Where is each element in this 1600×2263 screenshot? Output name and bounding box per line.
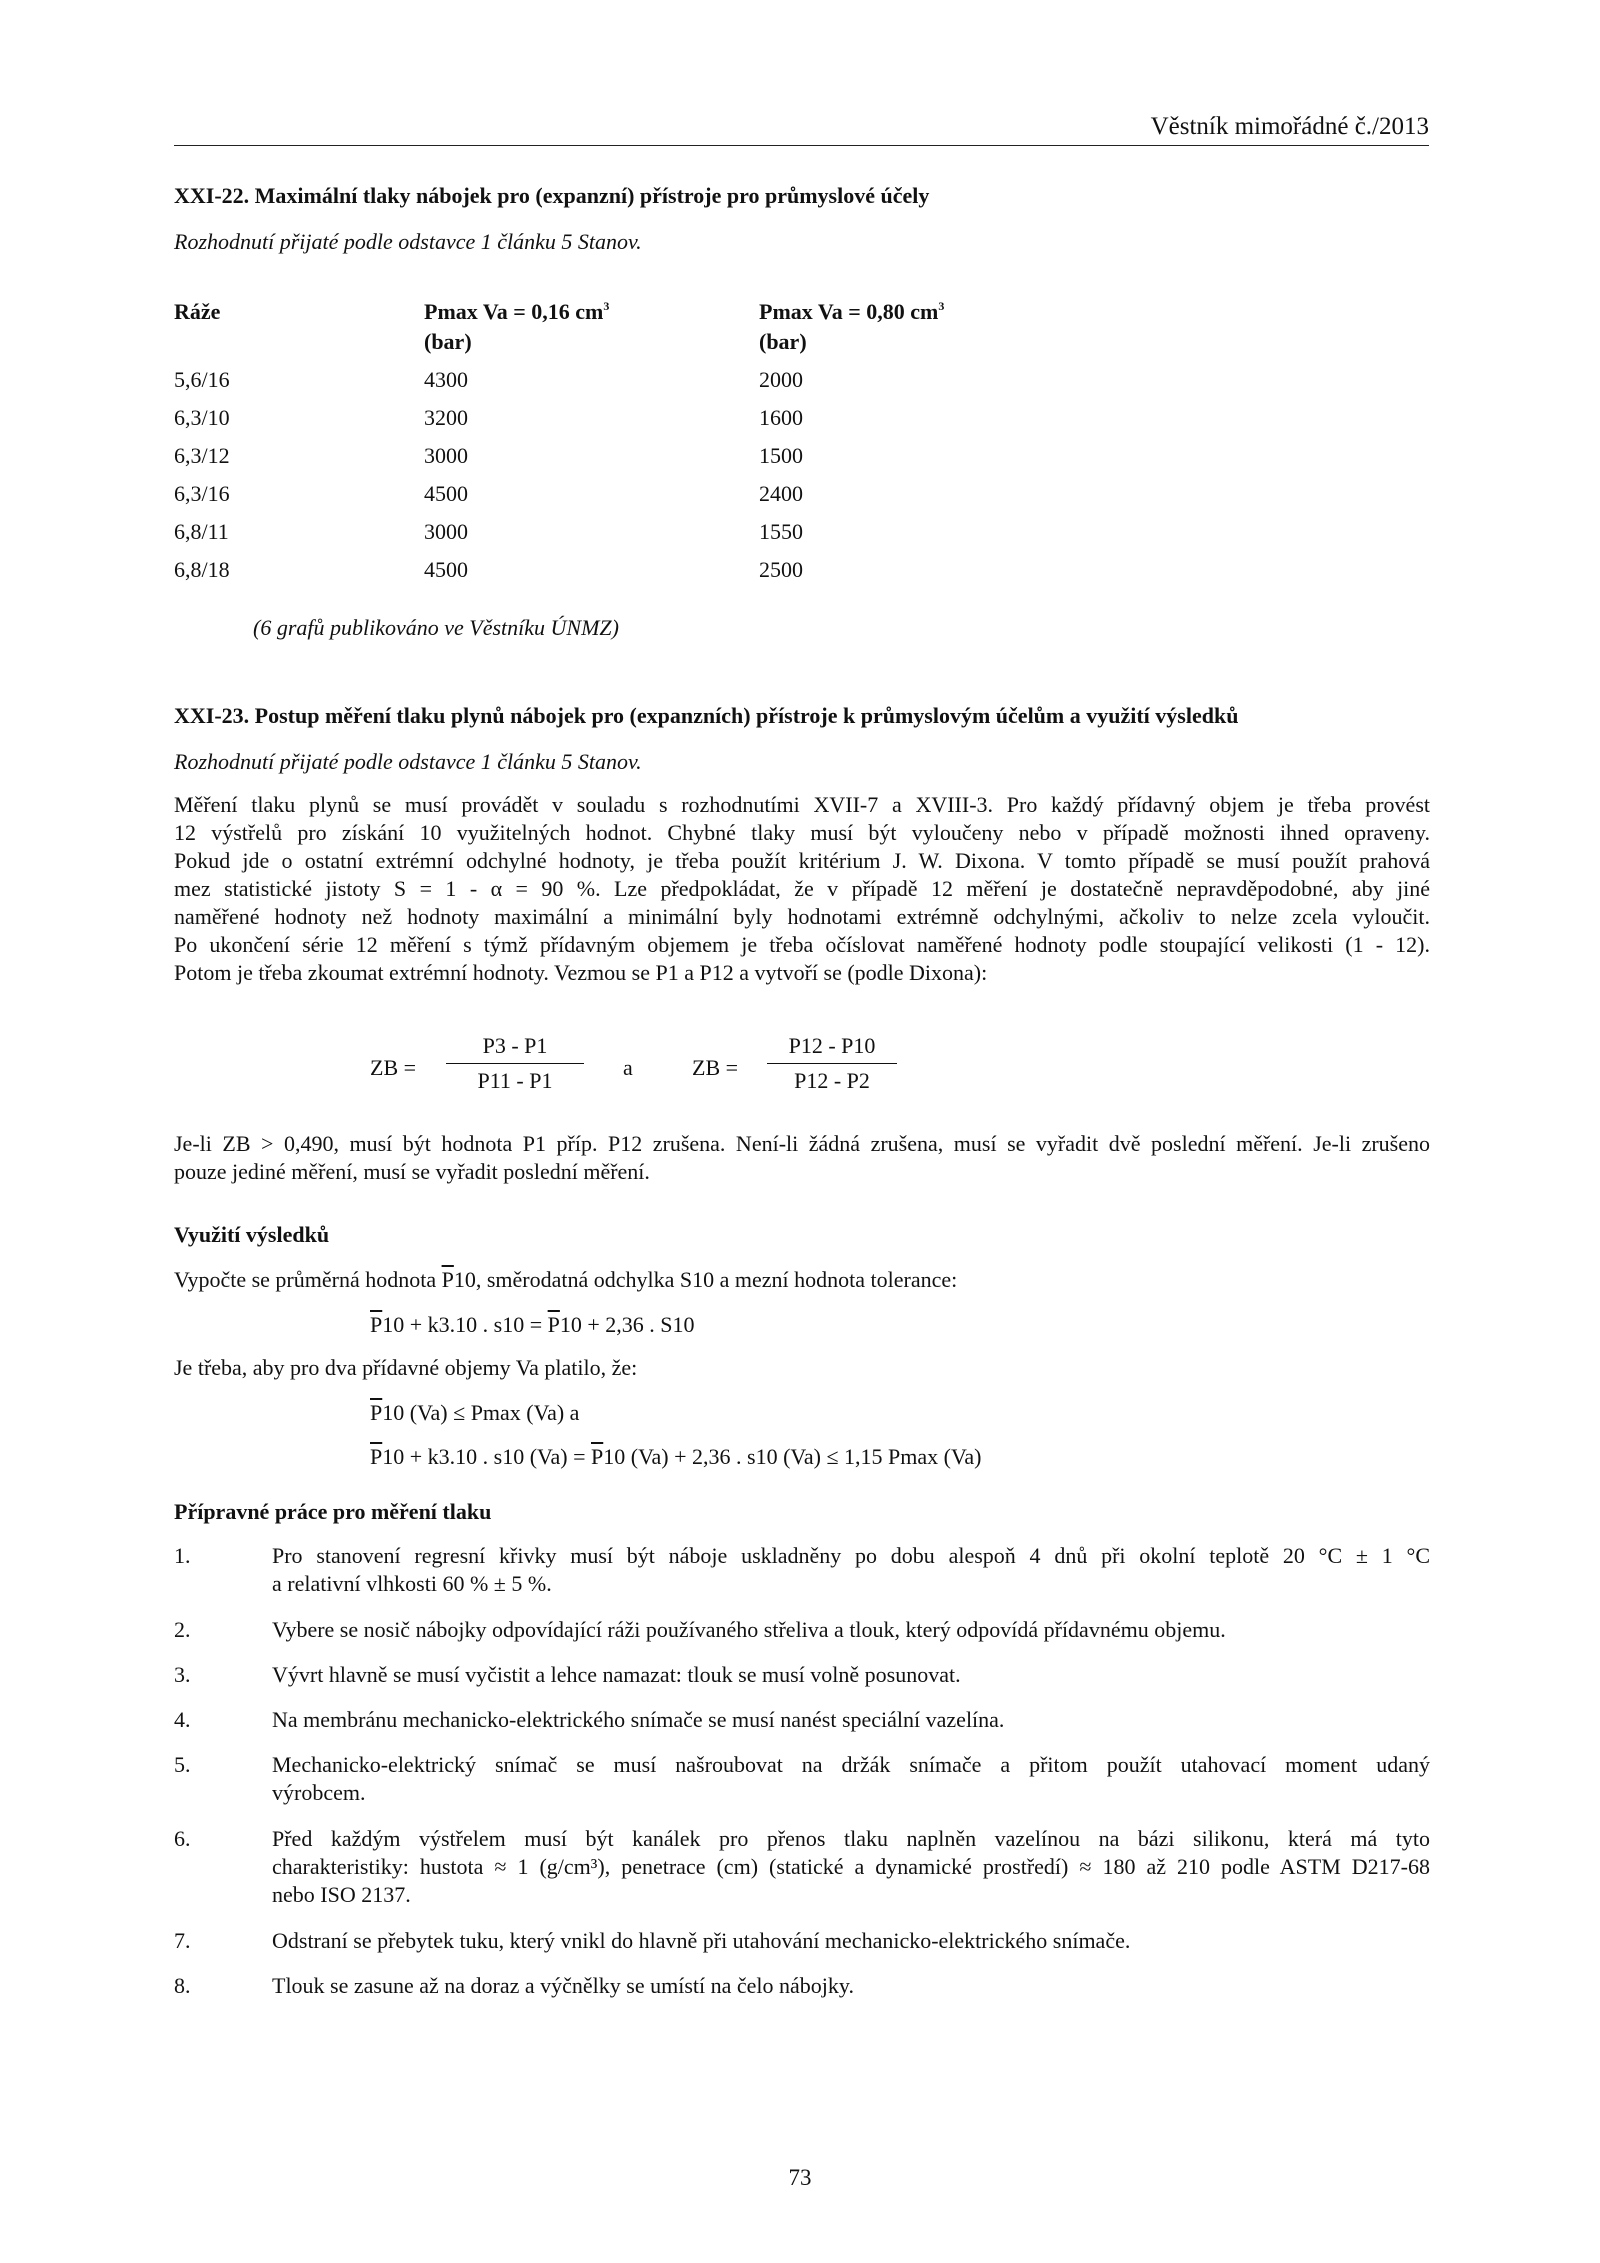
cell-pmax-080: 1600	[759, 405, 803, 430]
graphs-note: (6 grafů publikováno ve Věstníku ÚNMZ)	[253, 615, 619, 640]
list-item-number: 8.	[174, 1973, 191, 1998]
formula2-numerator: P12 - P10	[767, 1033, 897, 1064]
col-header-pmax-080-label: Pmax Va = 0,80 cm	[759, 299, 939, 324]
cell-caliber: 6,8/11	[174, 519, 229, 544]
list-item-line: a relativní vlhkosti 60 % ± 5 %.	[272, 1571, 552, 1596]
results-intro-text-rest: 10, směrodatná odchylka S10 a mezní hodnota tolerance:	[453, 1267, 958, 1292]
cell-pmax-080: 2500	[759, 557, 803, 582]
list-item	[272, 1972, 1430, 2000]
section-subtitle-xxi-23: Rozhodnutí přijaté podle odstavce 1 článku 5 Stanov.	[174, 749, 642, 774]
paragraph-line: Po ukončení série 12 měření s týmž přídavným objemem je třeba očíslovat naměřené hodnoty podle stoupající velikosti (1 - 12).	[174, 932, 1430, 957]
list-item-number: 2.	[174, 1617, 191, 1642]
list-item-number: 6.	[174, 1826, 191, 1851]
list-item-number: 5.	[174, 1752, 191, 1777]
p-bar: $\overline{P}$	[370, 1400, 383, 1425]
col-unit-bar-016: (bar)	[424, 329, 472, 354]
section-subtitle-xxi-22: Rozhodnutí přijaté podle odstavce 1 článku 5 Stanov.	[174, 229, 642, 254]
table-row	[0, 365, 1600, 397]
paragraph-line: pouze jediné měření, musí se vyřadit poslední měření.	[174, 1159, 650, 1184]
list-item	[272, 1661, 1430, 1689]
list-item-line: Mechanicko-elektrický snímač se musí našroubovat na držák snímače a přitom použít utahovací moment udaný	[272, 1752, 1430, 1777]
list-item-line: Odstraní se přebytek tuku, který vnikl do hlavně při utahování mechanicko-elektrického snímače.	[272, 1928, 1131, 1953]
cell-caliber: 6,3/10	[174, 405, 230, 430]
results-intro	[174, 1265, 957, 1295]
cell-caliber: 6,3/12	[174, 443, 230, 468]
paragraph-line: Potom je třeba zkoumat extrémní hodnoty. Vezmou se P1 a P12 a vytvoří se (podle Dixona):	[174, 960, 988, 985]
formula1-fraction	[446, 1033, 584, 1094]
list-item-line: charakteristiky: hustota ≈ 1 (g/cm³), penetrace (cm) (statické a dynamické prostředí) ≈ 180 až 210 podle ASTM D217-68	[272, 1854, 1430, 1879]
page-number: 73	[788, 2165, 812, 2190]
section-title-xxi-22: XXI-22. Maximální tlaky nábojek pro (expanzní) přístroje pro průmyslové účely	[174, 183, 930, 208]
list-item-line: nebo ISO 2137.	[272, 1882, 411, 1907]
cell-pmax-080: 2000	[759, 367, 803, 392]
formula2-fraction	[767, 1033, 897, 1094]
paragraph-line: 12 výstřelů pro získání 10 využitelných hodnot. Chybné tlaky musí být vyloučeny nebo v případě možnosti ihned opraveny.	[174, 820, 1430, 845]
paragraph-line: Měření tlaku plynů se musí provádět v souladu s rozhodnutími XVII-7 a XVIII-3. Pro každý přídavný objem je třeba provést	[174, 792, 1430, 817]
cell-pmax-016: 4500	[424, 557, 468, 582]
list-item-line: Pro stanovení regresní křivky musí být náboje uskladněny po dobu alespoň 4 dnů při okolní teplotě 20 °C ± 1 °C	[272, 1543, 1430, 1568]
table-header-unit-row	[0, 327, 1600, 359]
equation-text: 10 + 2,36 . S10	[559, 1312, 695, 1337]
formula2-lhs: ZB =	[692, 1055, 739, 1080]
results-intro-text: Vypočte se průměrná hodnota	[174, 1267, 442, 1292]
cell-caliber: 6,8/18	[174, 557, 230, 582]
list-item	[272, 1616, 1430, 1644]
results-intro-p-bar: $\overline{P}$	[441, 1267, 454, 1292]
equation-text: 10 + k3.10 . s10 (Va) =	[382, 1444, 591, 1469]
formula-and: a	[623, 1055, 633, 1080]
list-item	[272, 1927, 1430, 1955]
list-item-line: Vybere se nosič nábojky odpovídající ráži používaného střeliva a tlouk, který odpovídá přídavnému objemu.	[272, 1617, 1226, 1642]
cell-pmax-016: 4300	[424, 367, 468, 392]
list-item-line: Před každým výstřelem musí být kanálek pro přenos tlaku naplněn vazelínou na bázi silikonu, která má tyto	[272, 1826, 1430, 1851]
table-row	[0, 479, 1600, 511]
equation-text: 10 (Va) ≤ Pmax (Va) a	[382, 1400, 580, 1425]
cell-pmax-080: 2400	[759, 481, 803, 506]
col-unit-bar-080: (bar)	[759, 329, 807, 354]
equation-text: 10 + k3.10 . s10 =	[382, 1312, 548, 1337]
cell-pmax-080: 1500	[759, 443, 803, 468]
p-bar: $\overline{P}$	[370, 1444, 383, 1469]
paragraph-line: Je-li ZB > 0,490, musí být hodnota P1 příp. P12 zrušena. Není-li žádná zrušena, musí se vyřadit dvě poslední měření. Je-li zrušeno	[174, 1131, 1430, 1156]
table-row	[0, 441, 1600, 473]
list-item-number: 4.	[174, 1707, 191, 1732]
prep-heading: Přípravné práce pro měření tlaku	[174, 1499, 492, 1524]
col-header-pmax-080	[759, 297, 944, 327]
results-heading: Využití výsledků	[174, 1222, 330, 1247]
requirement-equation-2	[370, 1443, 982, 1471]
cell-pmax-016: 4500	[424, 481, 468, 506]
list-item-number: 1.	[174, 1543, 191, 1568]
col-header-pmax-016-label: Pmax Va = 0,16 cm	[424, 299, 604, 324]
table-row	[0, 403, 1600, 435]
section-title-xxi-23: XXI-23. Postup měření tlaku plynů nábojek pro (expanzních) přístroje k průmyslovým účelům a využití výsledků	[174, 703, 1239, 728]
list-item-number: 3.	[174, 1662, 191, 1687]
table-row	[0, 517, 1600, 549]
paragraph-line: mez statistické jistoty S = 1 - α = 90 %. Lze předpokládat, že v případě 12 měření je dostatečně nepravděpodobné, aby jiné	[174, 876, 1430, 901]
list-item-line: Na membránu mechanicko-elektrického snímače se musí nanést speciální vazelína.	[272, 1707, 1005, 1732]
equation-text: 10 (Va) + 2,36 . s10 (Va) ≤ 1,15 Pmax (Va)	[603, 1444, 982, 1469]
list-item-line: Vývrt hlavně se musí vyčistit a lehce namazat: tlouk se musí volně posunovat.	[272, 1662, 961, 1687]
measurement-paragraph	[174, 791, 1430, 987]
col-header-pmax-080-sup: 3	[938, 299, 945, 313]
requirement-intro: Je třeba, aby pro dva přídavné objemy Va platilo, že:	[174, 1355, 638, 1380]
cell-pmax-016: 3200	[424, 405, 468, 430]
cell-caliber: 6,3/16	[174, 481, 230, 506]
requirement-equation-1	[370, 1399, 579, 1427]
formula1-numerator: P3 - P1	[446, 1033, 584, 1064]
formula1-lhs: ZB =	[370, 1055, 417, 1080]
formula2-denominator: P12 - P2	[794, 1068, 870, 1093]
paragraph-line: Pokud jde o ostatní extrémní odchylné hodnoty, je třeba použít kritérium J. W. Dixona. V tomto případě se musí použít prahová	[174, 848, 1430, 873]
table-row	[0, 555, 1600, 587]
formula1-denominator: P11 - P1	[477, 1068, 553, 1093]
header-rule	[174, 145, 1429, 146]
p-bar: $\overline{P}$	[547, 1312, 560, 1337]
cell-pmax-016: 3000	[424, 443, 468, 468]
list-item-line: Tlouk se zasune až na doraz a výčnělky se umístí na čelo nábojky.	[272, 1973, 854, 1998]
p-bar: $\overline{P}$	[370, 1312, 383, 1337]
list-item	[272, 1706, 1430, 1734]
cell-pmax-016: 3000	[424, 519, 468, 544]
list-item	[272, 1751, 1430, 1807]
cell-pmax-080: 1550	[759, 519, 803, 544]
col-header-pmax-016	[424, 297, 609, 327]
table-header-row	[0, 297, 1600, 329]
list-item-line: výrobcem.	[272, 1780, 366, 1805]
list-item	[272, 1825, 1430, 1909]
dixon-result-paragraph	[174, 1130, 1430, 1186]
col-header-caliber: Ráže	[174, 299, 221, 324]
list-item-number: 7.	[174, 1928, 191, 1953]
tolerance-equation	[370, 1311, 695, 1339]
journal-header-title: Věstník mimořádné č./2013	[1150, 113, 1429, 140]
cell-caliber: 5,6/16	[174, 367, 230, 392]
col-header-pmax-016-sup: 3	[603, 299, 610, 313]
p-bar: $\overline{P}$	[591, 1444, 604, 1469]
paragraph-line: naměřené hodnoty než hodnoty maximální a minimální byly hodnotami extrémně odchylnými, ačkoliv to nelze zcela vyloučit.	[174, 904, 1430, 929]
list-item	[272, 1542, 1430, 1598]
